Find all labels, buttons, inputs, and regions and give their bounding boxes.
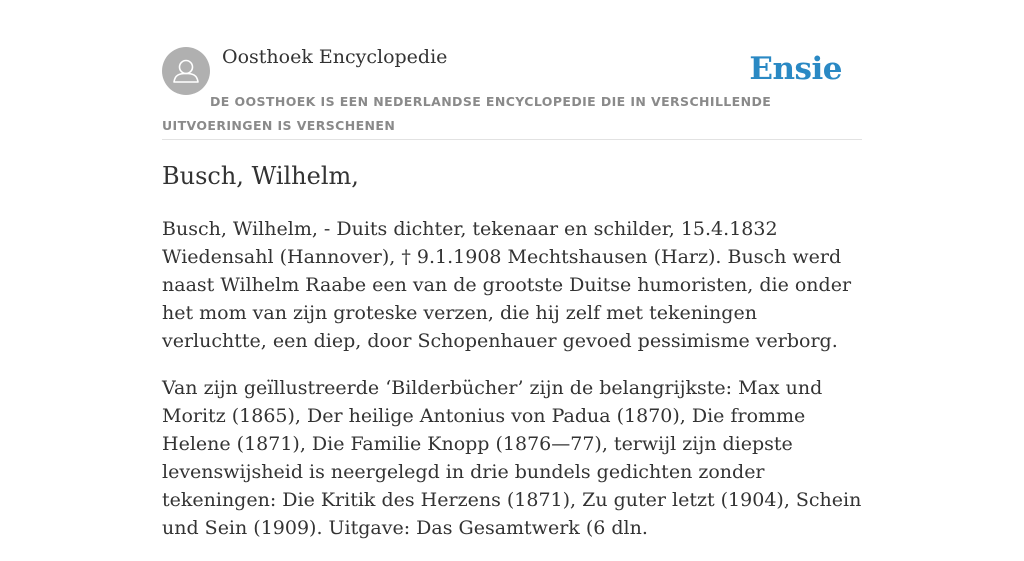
article-paragraph: Busch, Wilhelm, - Duits dichter, tekenaar en schilder, 15.4.1832 Wiedensahl (Hannover), † 9.1.1908 Mechtshausen (Harz). Busch werd naast Wilhelm Raabe een van de grootste Duitse humoristen, die onder het mom van zijn groteske verzen, die hij zelf met tekeningen verluchtte, een diep, door Schopenhauer gevoed pessimisme verborg. [162,218,852,352]
article-title: Busch, Wilhelm, [162,162,359,190]
author-avatar[interactable] [162,47,210,95]
article-paragraph: Van zijn geïllustreerde ‘Bilderbücher’ zijn de belangrijkste: Max und Moritz (1865), Der heilige Antonius von Padua (1870), Die fromme Helene (1871), Die Familie Knopp (1876—77), terwijl zijn diepste levenswijsheid is neergelegd in drie bundels gedichten zonder tekeningen: Die Kritik des Herzens (1871), Zu guter letzt (1904), Schein und Sein (1909). Uitgave: Das Gesamtwerk (6 dln. [162,377,862,539]
user-icon [162,47,210,95]
site-tagline: DE OOSTHOEK IS EEN NEDERLANDSE ENCYCLOPEDIE DIE IN VERSCHILLENDE UITVOERINGEN IS VERSCHENEN [162,94,772,133]
header-divider [162,139,862,140]
article-body [162,215,862,561]
ensie-logo[interactable]: Ensie [749,51,842,87]
site-name[interactable]: Oosthoek Encyclopedie [222,46,448,68]
